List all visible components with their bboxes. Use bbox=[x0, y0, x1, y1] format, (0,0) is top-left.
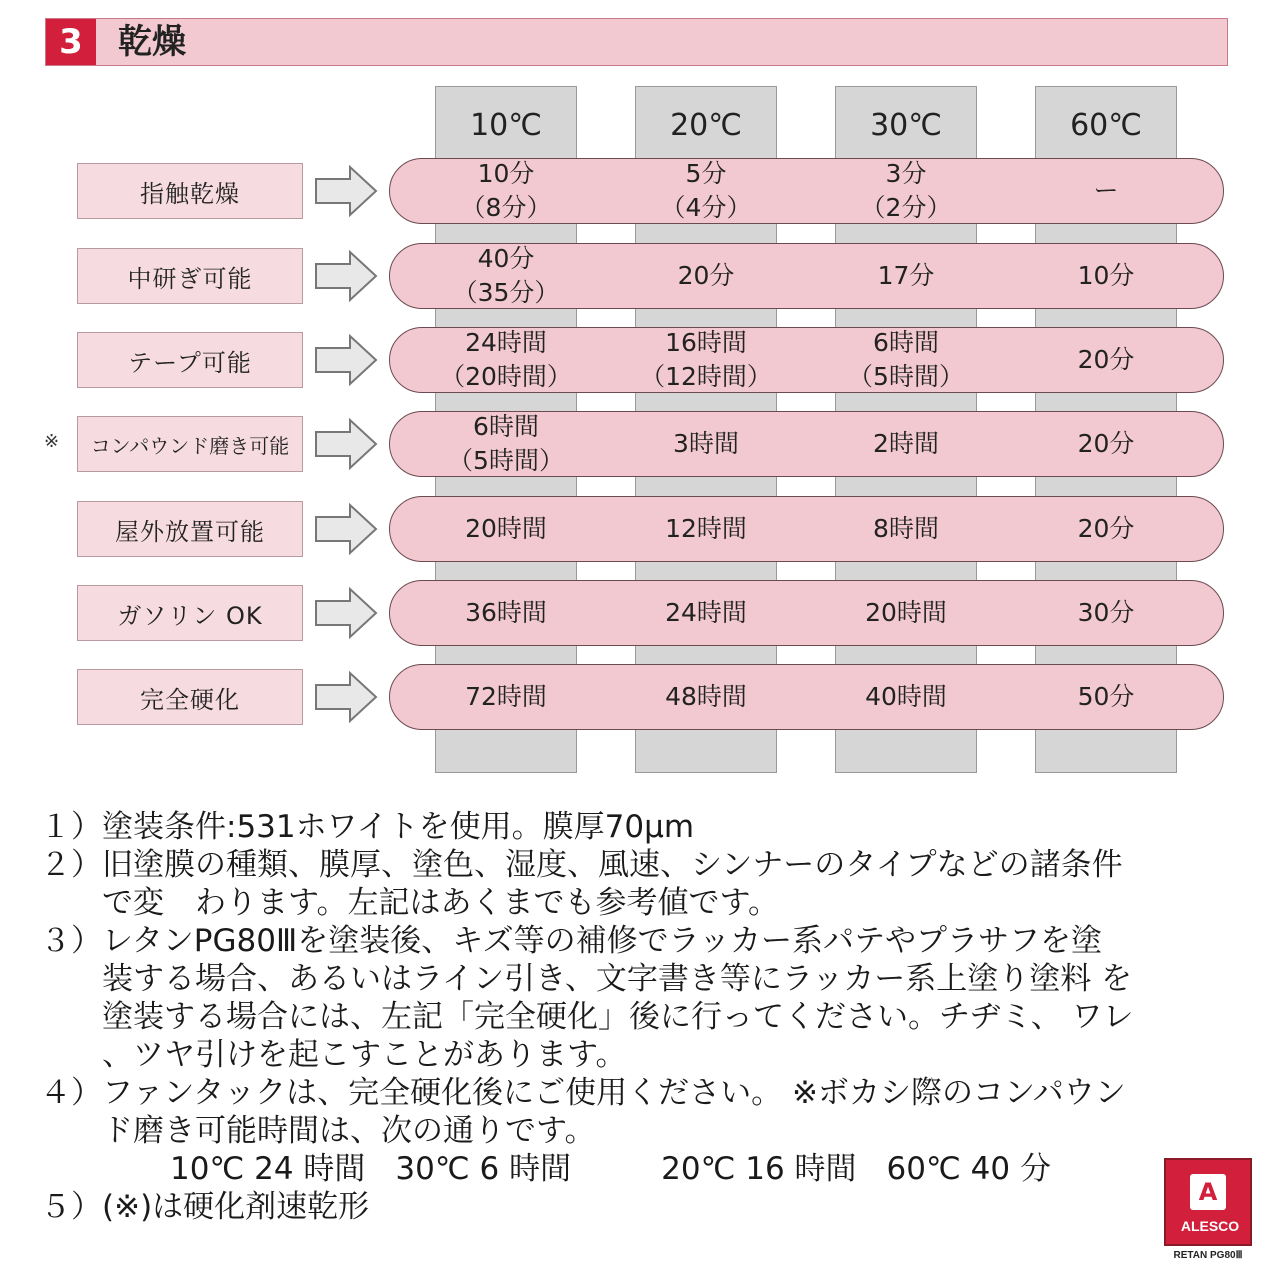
arrow-right-icon bbox=[312, 163, 380, 219]
cell-value: 20分 bbox=[677, 261, 735, 290]
note-number: ３） bbox=[40, 923, 102, 959]
row-label: テープ可能 bbox=[77, 332, 303, 388]
cell-value: 3分 bbox=[885, 159, 927, 188]
row-label: 完全硬化 bbox=[77, 669, 303, 725]
compound-time: 10℃ 24 時間 bbox=[170, 1151, 366, 1187]
cell-value: 20時間 bbox=[865, 598, 947, 627]
row-label: コンパウンド磨き可能 bbox=[77, 416, 303, 472]
arrow-right-icon bbox=[312, 501, 380, 557]
row-label: 屋外放置可能 bbox=[77, 501, 303, 557]
cell-value: 20分 bbox=[1077, 345, 1135, 374]
cell-value-fast: （2分） bbox=[860, 193, 952, 222]
note-item bbox=[40, 1188, 1220, 1226]
cell-value-fast: （20時間） bbox=[440, 362, 572, 391]
note-line: 装する場合、あるいはライン引き、文字書き等にラッカー系上塗り塗料 を bbox=[102, 961, 1133, 997]
cell-value: 72時間 bbox=[465, 682, 547, 711]
column-header: 20℃ bbox=[670, 108, 742, 143]
cell-value-fast: （5時間） bbox=[448, 446, 564, 475]
logo-badge bbox=[1164, 1158, 1252, 1246]
note-number: ２） bbox=[40, 847, 102, 883]
note-line: 塗装する場合には、左記「完全硬化」後に行ってください。チヂミ、 ワレ bbox=[102, 999, 1134, 1035]
cell-value-fast: （8分） bbox=[460, 193, 552, 222]
note-line: 塗装条件:531ホワイトを使用。膜厚70μm bbox=[102, 809, 695, 845]
note-line: ファンタックは、完全硬化後にご使用ください。 ※ボカシ際のコンパウン bbox=[102, 1075, 1126, 1111]
cell-value: 16時間 bbox=[665, 328, 747, 357]
note-number: ４） bbox=[40, 1075, 102, 1111]
cell-value: 20分 bbox=[1077, 514, 1135, 543]
note-line: 、ツヤ引けを起こすことがあります。 bbox=[102, 1037, 627, 1073]
column-header: 60℃ bbox=[1070, 108, 1142, 143]
cell-value-fast: （4分） bbox=[660, 193, 752, 222]
cell-value: ー bbox=[1093, 176, 1119, 205]
note-item bbox=[40, 1074, 1220, 1150]
cell-value: 40分 bbox=[477, 244, 535, 273]
section-title: 乾燥 bbox=[118, 22, 186, 62]
arrow-right-icon bbox=[312, 416, 380, 472]
section-number: 3 bbox=[46, 19, 96, 65]
note-line: 旧塗膜の種類、膜厚、塗色、湿度、風速、シンナーのタイプなどの諸条件 bbox=[102, 847, 1123, 883]
arrow-right-icon bbox=[312, 248, 380, 304]
note-line: (※)は硬化剤速乾形 bbox=[102, 1189, 370, 1225]
cell-value: 36時間 bbox=[465, 598, 547, 627]
row-label: 指触乾燥 bbox=[77, 163, 303, 219]
notes-list bbox=[40, 808, 1220, 1226]
alesco-logo bbox=[1160, 1158, 1256, 1266]
cell-value: 20時間 bbox=[465, 514, 547, 543]
cell-value: 48時間 bbox=[665, 682, 747, 711]
cell-value-fast: （5時間） bbox=[848, 362, 964, 391]
note-item bbox=[40, 846, 1220, 922]
cell-value: 6時間 bbox=[873, 328, 939, 357]
cell-value: 2時間 bbox=[873, 429, 939, 458]
logo-name: ALESCO bbox=[1180, 1218, 1240, 1234]
cell-value: 10分 bbox=[477, 159, 535, 188]
cell-value: 17分 bbox=[877, 261, 935, 290]
cell-value: 8時間 bbox=[873, 514, 939, 543]
cell-value: 24時間 bbox=[465, 328, 547, 357]
arrow-right-icon bbox=[312, 585, 380, 641]
note-number: １） bbox=[40, 809, 102, 845]
note-line: ド磨き可能時間は、次の通りです。 bbox=[102, 1113, 596, 1149]
cell-value: 6時間 bbox=[473, 412, 539, 441]
compound-time: 60℃ 40 分 bbox=[886, 1151, 1051, 1187]
row-label: 中研ぎ可能 bbox=[77, 248, 303, 304]
logo-product: RETAN PG80Ⅲ bbox=[1173, 1250, 1243, 1261]
cell-value: 40時間 bbox=[865, 682, 947, 711]
arrow-right-icon bbox=[312, 332, 380, 388]
compound-times bbox=[40, 1150, 1220, 1188]
note-item bbox=[40, 808, 1220, 846]
cell-value: 3時間 bbox=[673, 429, 739, 458]
compound-time: 20℃ 16 時間 bbox=[661, 1151, 857, 1187]
note-item bbox=[40, 922, 1220, 1074]
cell-value: 50分 bbox=[1077, 682, 1135, 711]
compound-time: 30℃ 6 時間 bbox=[395, 1151, 572, 1187]
cell-value-fast: （35分） bbox=[452, 278, 560, 307]
section-header bbox=[45, 18, 1228, 66]
cell-value: 24時間 bbox=[665, 598, 747, 627]
arrow-right-icon bbox=[312, 669, 380, 725]
cell-value: 5分 bbox=[685, 159, 727, 188]
note-line: で変 わります。左記はあくまでも参考値です。 bbox=[102, 885, 780, 921]
cell-value: 12時間 bbox=[665, 514, 747, 543]
note-number: ５） bbox=[40, 1189, 102, 1225]
cell-value-fast: （12時間） bbox=[640, 362, 772, 391]
logo-mark-icon: A bbox=[1190, 1174, 1226, 1210]
cell-value: 10分 bbox=[1077, 261, 1135, 290]
cell-value: 20分 bbox=[1077, 429, 1135, 458]
cell-value: 30分 bbox=[1077, 598, 1135, 627]
column-header: 30℃ bbox=[870, 108, 942, 143]
row-label: ガソリン OK bbox=[77, 585, 303, 641]
note-mark: ※ bbox=[44, 431, 60, 452]
column-header: 10℃ bbox=[470, 108, 542, 143]
note-line: レタンPG80Ⅲを塗装後、キズ等の補修でラッカー系パテやプラサフを塗 bbox=[102, 923, 1103, 959]
